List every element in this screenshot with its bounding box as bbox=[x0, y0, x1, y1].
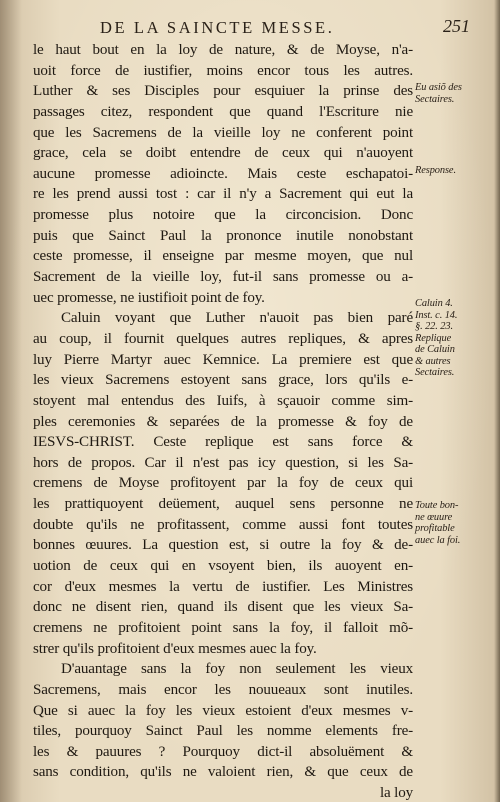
margin-note-line: ne œuure bbox=[415, 511, 453, 523]
text-line: Que si auec la foy les vieux estoient d'eux mesmes v- bbox=[33, 702, 413, 719]
text-line: Caluin voyant que Luther n'auoit pas bien paré bbox=[61, 310, 413, 327]
text-line: doubte qu'ils ne profitassent, comme aussi font toutes bbox=[33, 516, 413, 533]
margin-note-line: de Caluin bbox=[415, 344, 455, 355]
margin-note bbox=[415, 82, 497, 105]
text-line: cremens de Moyse profitoyent par la foy de ceux qui bbox=[33, 475, 413, 492]
text-line: strer qu'ils profitoient d'eux mesmes auec la foy. bbox=[33, 640, 317, 657]
text-line: Sacrement de la vieille loy, fut-il sans promesse ou a- bbox=[33, 269, 413, 286]
text-line: aucune promesse adioincte. Mais ceste eschapatoi- bbox=[33, 165, 413, 182]
margin-note bbox=[415, 500, 497, 546]
margin-note-line: Eu asiõ des bbox=[415, 82, 462, 93]
catchword: la loy bbox=[379, 785, 413, 802]
text-line: grace, cela se doibt entendre de ceux qui n'auoyent bbox=[33, 145, 413, 162]
text-line: cremens ne profitoient point sans la foy, il falloit mõ- bbox=[33, 619, 413, 636]
text-line: que les Sacremens de la vieille loy ne conferent point bbox=[33, 124, 413, 141]
text-line: hors de propos. Car il n'est pas icy question, si les Sa- bbox=[33, 454, 413, 471]
page-header bbox=[60, 16, 470, 40]
text-line: puis que Sainct Paul la prononce inutile nonobstant bbox=[33, 227, 413, 244]
body-text bbox=[33, 40, 413, 802]
text-line: donc ne disent rien, quand ils disent que les vieux Sa- bbox=[33, 599, 413, 616]
text-line: D'auantage sans la foy non seulement les vieux bbox=[61, 661, 413, 678]
page-edge bbox=[494, 0, 500, 802]
text-line: sans condition, qu'ils ne valoient rien, & que ceux de bbox=[33, 764, 413, 781]
margin-note-line: profitable bbox=[415, 523, 455, 534]
margin-note-line: Replique bbox=[415, 332, 452, 344]
margin-note-line: Inst. c. 14. bbox=[415, 309, 458, 321]
margin-note-line: Sectaires. bbox=[415, 367, 455, 378]
text-line: les & pauures ? Pourquoy dict-il absoluëment & bbox=[33, 743, 413, 760]
text-line: les vieux Sacremens estoyent sans grace, lors qu'ils e- bbox=[33, 372, 413, 389]
text-line: cor d'eux mesmes la vertu de iustifier. Les Ministres bbox=[33, 578, 413, 595]
text-line: IESVS-CHRIST. Ceste replique est sans force & bbox=[33, 434, 413, 451]
text-line: tiles, pourquoy Sainct Paul les nomme elements fre- bbox=[33, 723, 413, 740]
text-line: luy Pierre Martyr auec Kemnice. La premiere est que bbox=[33, 351, 413, 368]
text-line: re les prend aussi tost : car il n'y a Sacrement qui eut la bbox=[33, 186, 413, 203]
text-line: uec promesse, ne iustifioit point de foy. bbox=[33, 289, 265, 306]
text-line: ceste promesse, il enseigne par mesme moyen, que nul bbox=[33, 248, 413, 265]
margin-note-line: Caluin 4. bbox=[415, 298, 453, 309]
text-line: Sacremens, mais encor les nouueaux sont inutiles. bbox=[33, 681, 413, 698]
text-line: stoyent mal entendus des Iuifs, à sçauoir comme sim- bbox=[33, 392, 413, 409]
text-line: au coup, il fournit quelques autres repliques, & apres bbox=[33, 330, 413, 347]
margin-note-line: Sectaires. bbox=[415, 93, 455, 105]
margin-note bbox=[415, 298, 497, 379]
page-number: 251 bbox=[443, 16, 470, 36]
running-head: DE LA SAINCTE MESSE. bbox=[100, 18, 335, 37]
text-line: Luther & ses Disciples pour esquiuer la prinse des bbox=[33, 83, 413, 100]
margin-note-line: §. 22. 23. bbox=[415, 321, 453, 332]
spine-shadow bbox=[0, 0, 22, 802]
margin-note bbox=[415, 165, 497, 177]
margin-note-line: Toute bon- bbox=[415, 500, 459, 511]
text-line: bonnes œuures. La question est, si outre la foy & de- bbox=[33, 537, 413, 554]
text-line: le haut bout en la loy de nature, & de Moyse, n'a- bbox=[33, 42, 413, 58]
text-line: uotion de ceux qui en vsoyent bien, ils auoyent en- bbox=[33, 558, 413, 575]
text-line: les prattiquoyent deüement, auquel sens personne ne bbox=[33, 496, 413, 513]
text-line: passages citez, respondent que quand l'Escriture nie bbox=[33, 103, 413, 120]
margin-note-line: & autres bbox=[415, 355, 451, 367]
margin-note-line: Response. bbox=[415, 165, 456, 176]
text-line: ples ceremonies & separées de la promesse & foy de bbox=[33, 413, 413, 430]
text-line: uoit force de iustifier, moins encor tous les autres. bbox=[33, 62, 413, 79]
margin-note-line: auec la foi. bbox=[415, 534, 461, 546]
text-line: promesse plus notoire que la circoncision. Donc bbox=[33, 207, 413, 224]
